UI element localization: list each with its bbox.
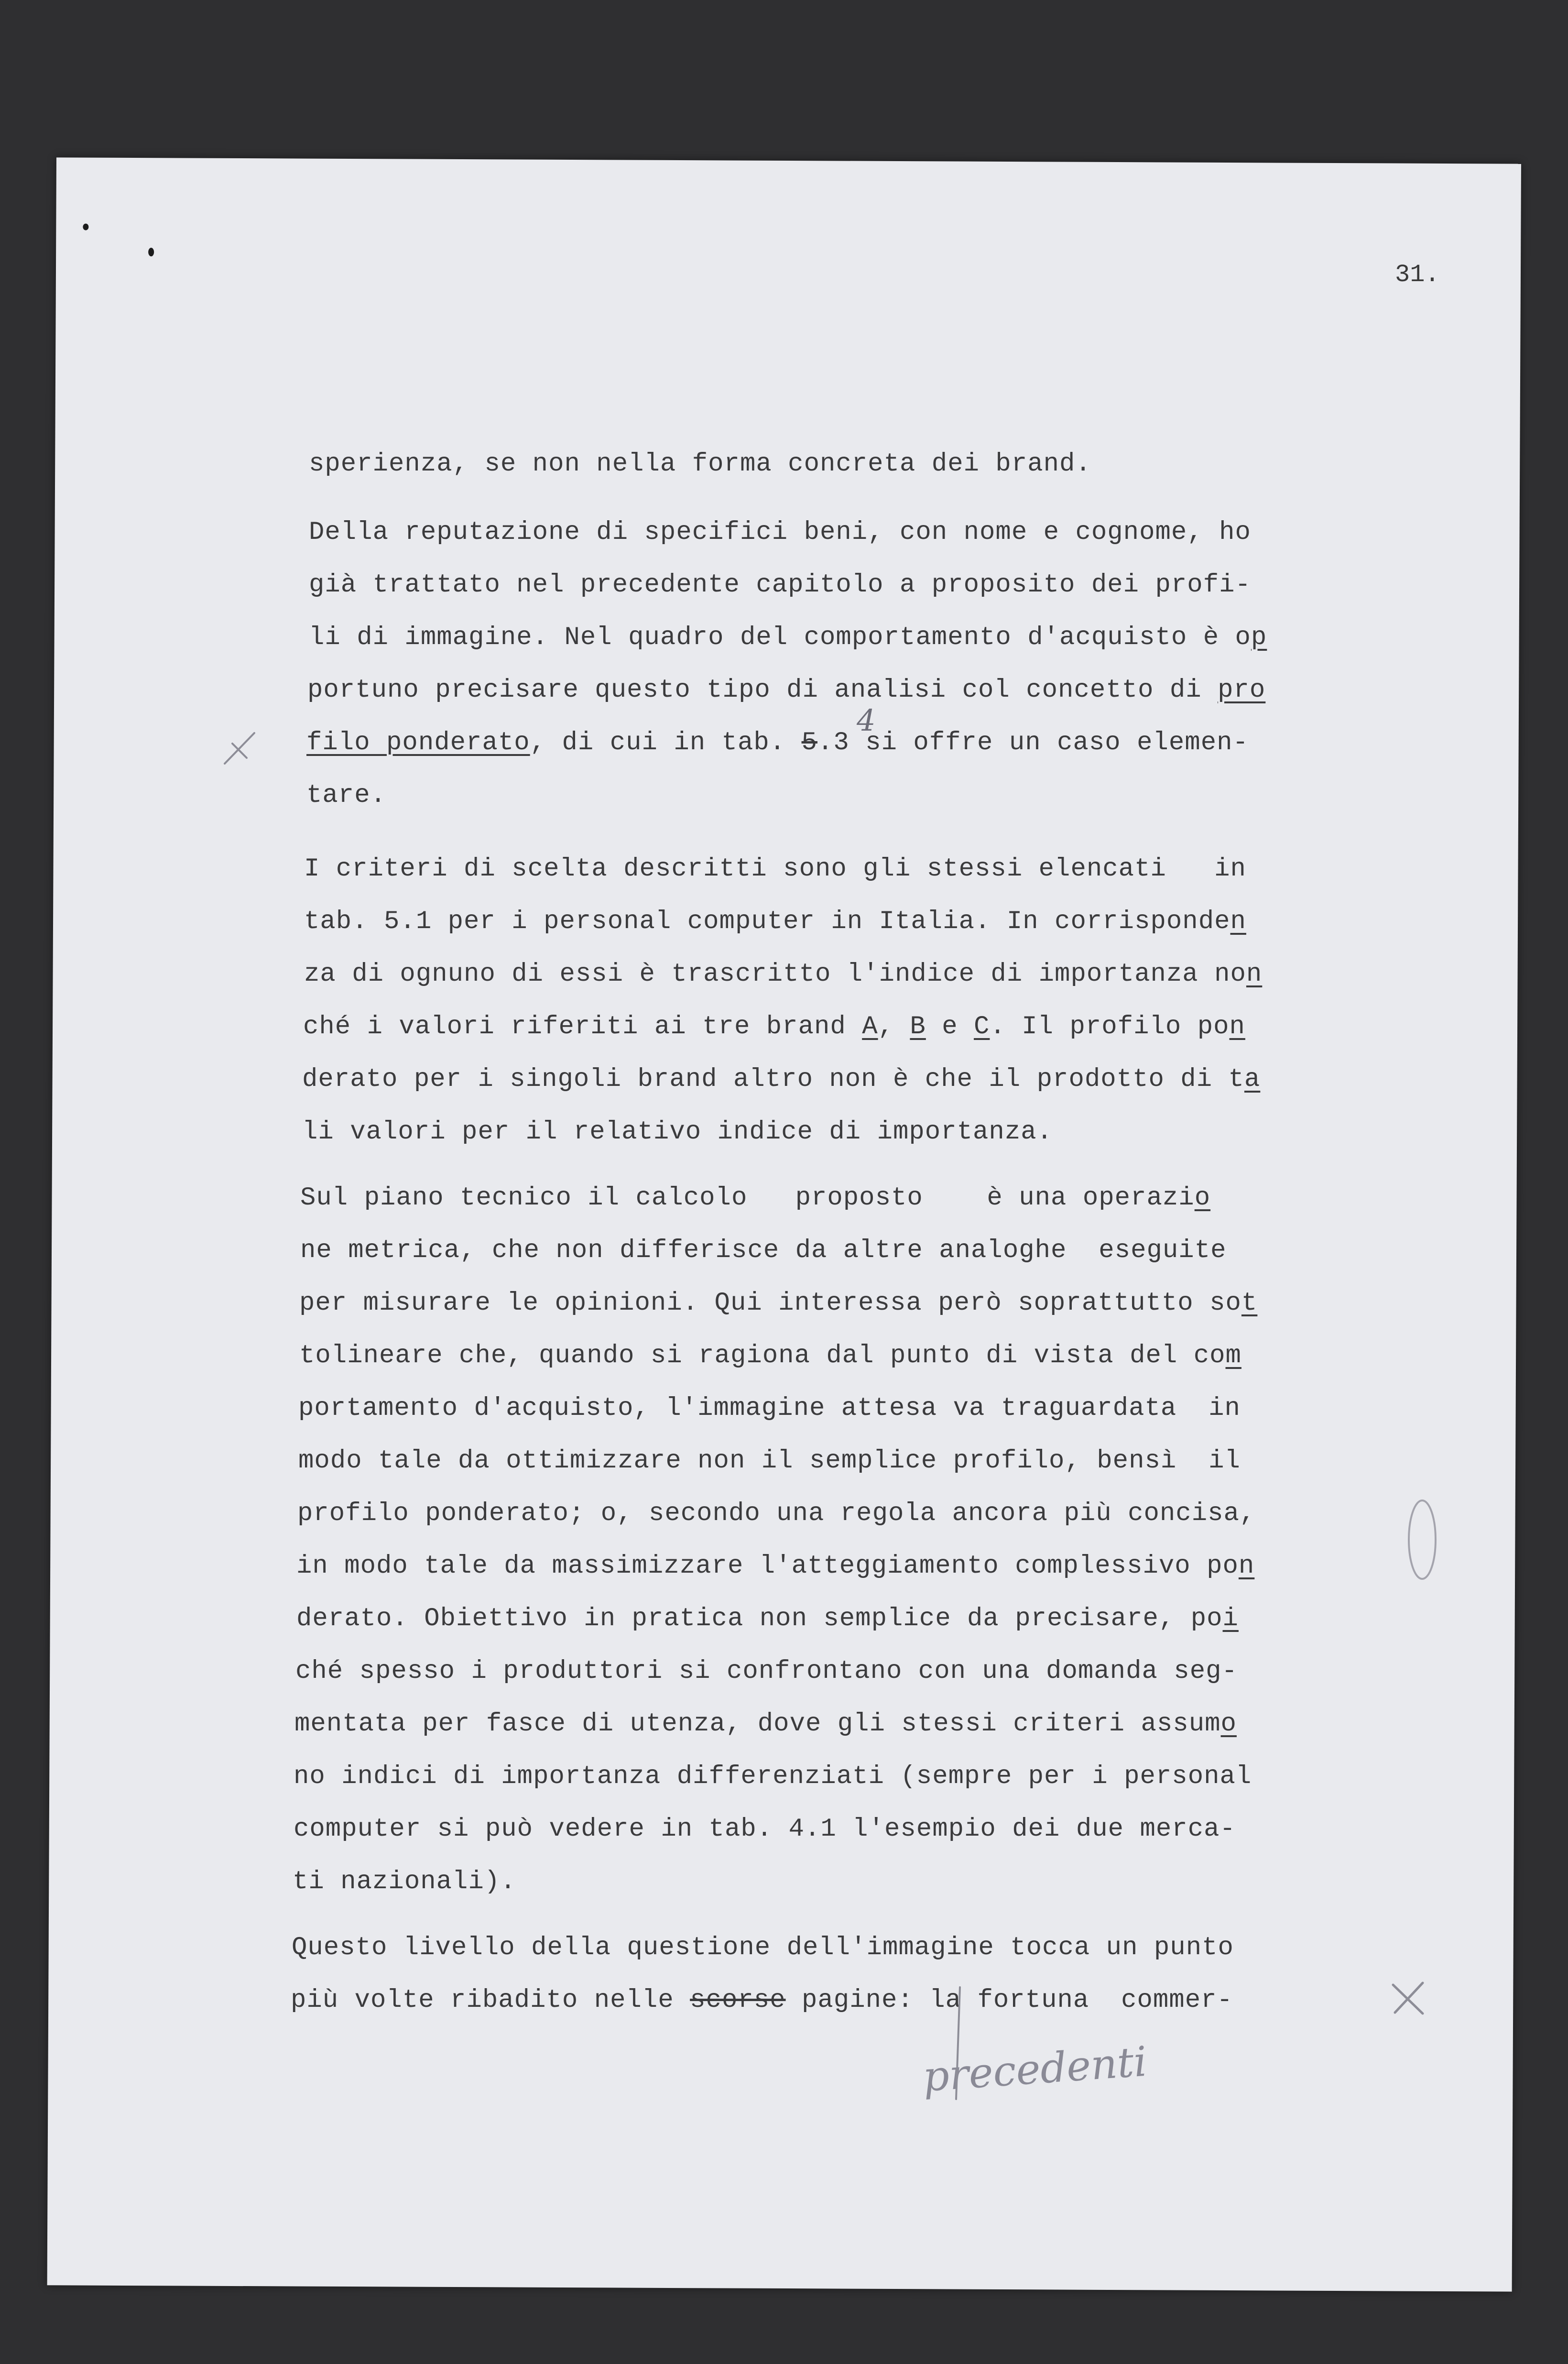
text-line: computer si può vedere in tab. 4.1 l'esempio dei due merca- — [294, 1815, 1236, 1844]
text-line: già trattato nel precedente capitolo a proposito dei profi- — [309, 570, 1251, 600]
punch-hole-2 — [148, 248, 154, 256]
text-line: portuno precisare questo tipo di analisi col concetto di pro — [307, 676, 1266, 705]
text-line: filo ponderato, di cui in tab. 5.3 si offre un caso elemen- — [306, 728, 1249, 757]
text-line: portamento d'acquisto, l'immagine attesa va traguardata in — [298, 1394, 1241, 1423]
text-line: tare. — [306, 781, 387, 810]
page-number: 31. — [1395, 261, 1440, 289]
text-line: li valori per il relativo indice di importanza. — [302, 1117, 1053, 1147]
text-line: no indici di importanza differenziati (sempre per i personal — [294, 1762, 1252, 1791]
text-line: za di ognuno di essi è trascritto l'indice di importanza non — [304, 960, 1263, 989]
text-line: Questo livello della questione dell'immagine tocca un punto — [292, 1933, 1234, 1962]
text-line: Della reputazione di specifici beni, con nome e cognome, ho — [309, 518, 1251, 547]
text-line: più volte ribadito nelle scorse pagine: la fortuna commer- — [291, 1986, 1233, 2015]
text-line: ti nazionali). — [293, 1867, 516, 1896]
pencil-x-mark-left — [215, 724, 263, 772]
text-line: per misurare le opinioni. Qui interessa però soprattutto sot — [299, 1289, 1258, 1318]
text-line: profilo ponderato; o, secondo una regola ancora più concisa, — [297, 1499, 1256, 1528]
text-line: tolineare che, quando si ragiona dal punto di vista del com — [299, 1341, 1241, 1370]
handwritten-margin-word: precedenti — [921, 2037, 1149, 2101]
text-line: li di immagine. Nel quadro del comportamento d'acquisto è op — [309, 623, 1267, 652]
text-line: sperienza, se non nella forma concreta dei brand. — [309, 449, 1091, 479]
text-line: derato per i singoli brand altro non è che il prodotto di ta — [302, 1065, 1261, 1094]
punch-hole-1 — [83, 224, 88, 230]
pencil-oval-mark — [1401, 1492, 1444, 1587]
text-line: in modo tale da massimizzare l'atteggiamento complessivo pon — [296, 1552, 1255, 1581]
text-line: modo tale da ottimizzare non il semplice profilo, bensì il — [298, 1446, 1241, 1476]
text-line: tab. 5.1 per i personal computer in Italia. In corrisponden — [304, 907, 1246, 936]
text-line: ne metrica, che non differisce da altre analoghe eseguite — [300, 1236, 1227, 1265]
text-line: ché spesso i produttori si confrontano con una domanda seg- — [295, 1657, 1238, 1686]
text-line: Sul piano tecnico il calcolo proposto è una operazio — [300, 1183, 1211, 1213]
text-line: derato. Obiettivo in pratica non semplice da precisare, poi — [296, 1604, 1239, 1633]
text-line: ché i valori riferiti ai tre brand A, B e C. Il profilo pon — [303, 1012, 1245, 1041]
handwritten-correction-digit: 4 — [857, 703, 876, 738]
pencil-insertion-line — [951, 1984, 966, 2104]
text-line: mentata per fasce di utenza, dove gli stessi criteri assumo — [294, 1709, 1237, 1739]
pencil-x-mark-right — [1386, 1977, 1429, 2020]
text-line: I criteri di scelta descritti sono gli stessi elencati in — [304, 854, 1246, 884]
